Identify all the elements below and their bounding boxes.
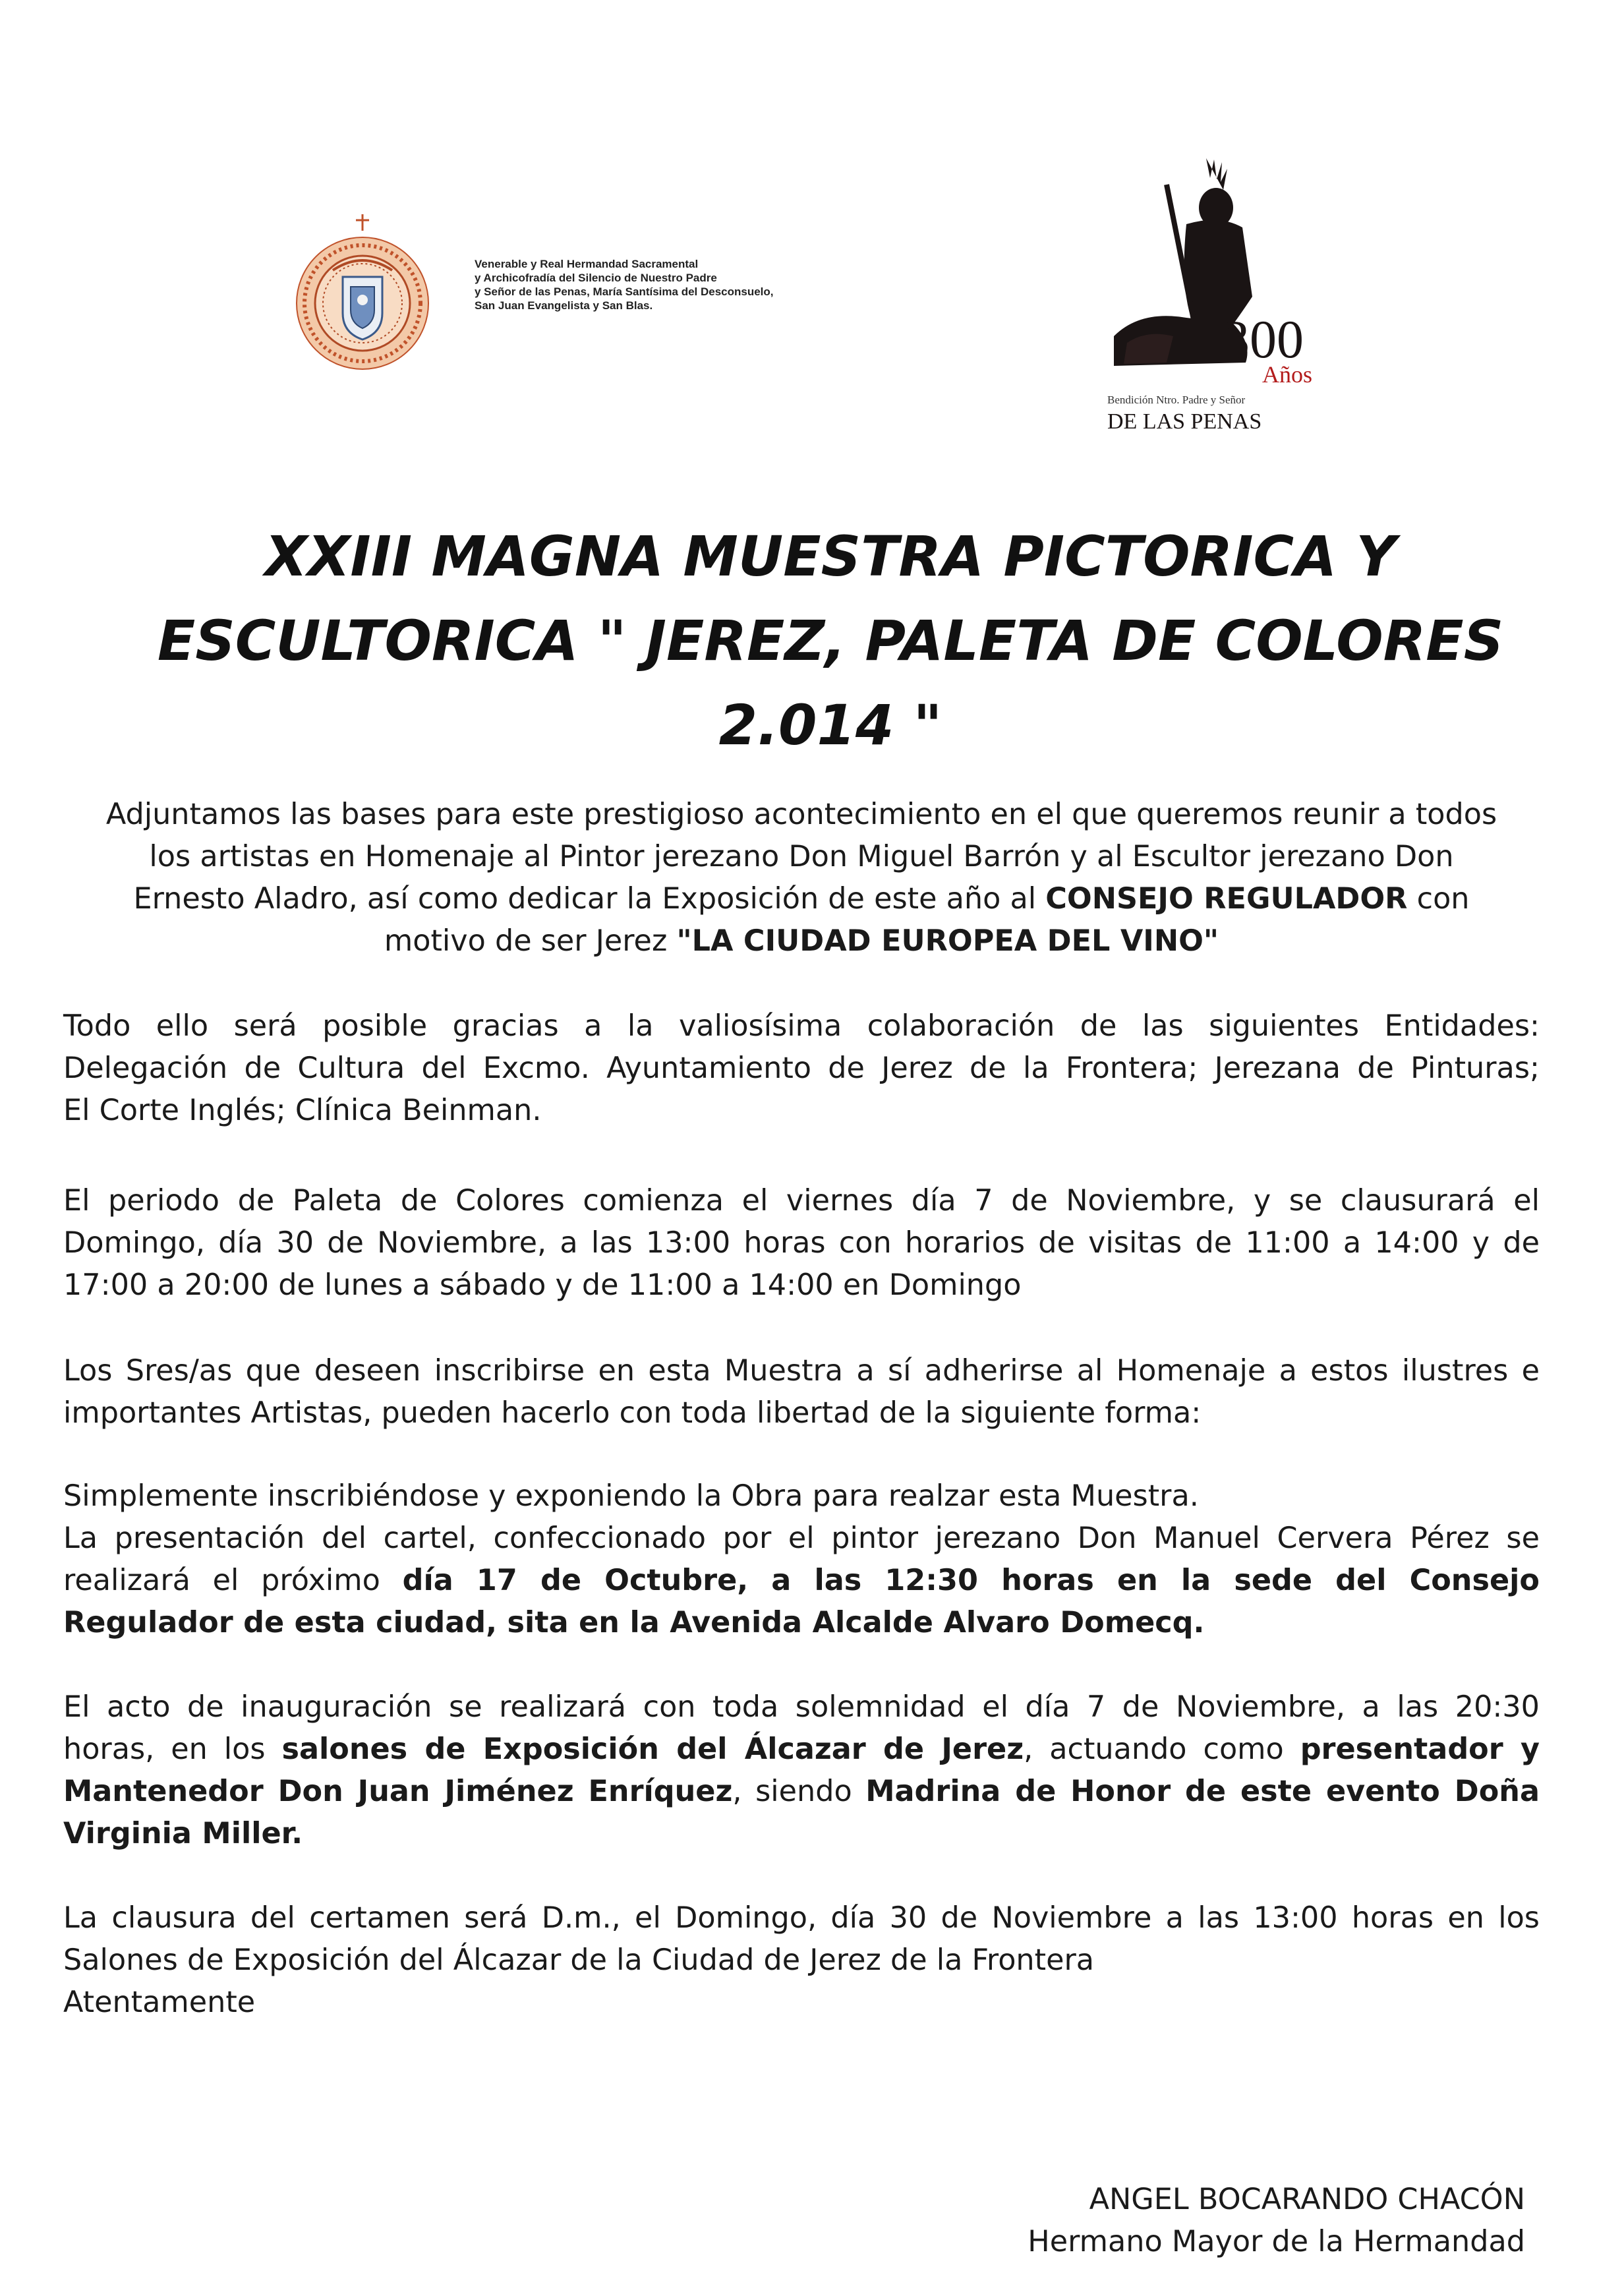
inauguration-paragraph [63, 1686, 1540, 1855]
consejo-regulador-text: CONSEJO REGULADOR [1045, 882, 1408, 916]
collab-line: Todo ello será posible gracias a la valiosísima colaboración de las siguientes Entidades: [63, 1009, 1540, 1043]
inauguration-line [63, 1771, 1540, 1813]
collab-line: Delegación de Cultura del Excmo. Ayuntamiento de Jerez de la Frontera; Jerezana de Pinturas; [63, 1051, 1540, 1085]
title-line: XXIII MAGNA MUESTRA PICTORICA Y [264, 524, 1397, 589]
period-line: 17:00 a 20:00 de lunes a sábado y de 11:00 a 14:00 en Domingo [63, 1268, 1022, 1302]
organization-line: San Juan Evangelista y San Blas. [475, 299, 653, 312]
organization-line: Venerable y Real Hermandad Sacramental [475, 258, 699, 270]
anniversary-line1: Bendición Ntro. Padre y Señor [1107, 394, 1246, 406]
mantenedor-text: Mantenedor Don Juan Jiménez Enríquez [63, 1775, 733, 1808]
madrina-name-text: Virginia Miller. [63, 1817, 303, 1850]
inauguration-text: horas, en los [63, 1732, 282, 1766]
presentation-paragraph [63, 1475, 1540, 1644]
intro-line [63, 878, 1540, 920]
period-paragraph [63, 1180, 1540, 1307]
closing-paragraph [63, 1897, 1540, 2024]
presentation-venue-text: Regulador de esta ciudad, sita en la Avenida Alcalde Alvaro Domecq. [63, 1606, 1205, 1639]
presentation-date-text: día 17 de Octubre, a las 12:30 horas en la sede del Consejo [402, 1564, 1540, 1597]
inauguration-line [63, 1728, 1540, 1771]
inauguration-text: , siendo [732, 1775, 866, 1808]
anniversary-line2: DE LAS PENAS [1107, 409, 1262, 434]
ciudad-europea-text: "LA CIUDAD EUROPEA DEL VINO" [676, 924, 1219, 958]
presentation-text: realizará el próximo [63, 1564, 403, 1597]
intro-text: Ernesto Aladro, así como dedicar la Exposición de este año al [133, 882, 1046, 916]
inscription-paragraph [63, 1350, 1540, 1434]
organization-line: y Señor de las Penas, María Santísima del Desconsuelo, [475, 285, 774, 298]
closing-line: Atentamente [63, 1986, 256, 2019]
presentation-line: La presentación del cartel, confeccionado por el pintor jerezano Don Manuel Cervera Pérez se [63, 1521, 1540, 1555]
inauguration-venue-text: salones de Exposición del Álcazar de Jerez [281, 1732, 1024, 1766]
intro-line [63, 920, 1540, 962]
presentation-line: Simplemente inscribiéndose y exponiendo la Obra para realzar esta Muestra. [63, 1479, 1199, 1513]
intro-paragraph [63, 794, 1540, 962]
intro-text: con [1407, 882, 1470, 916]
signature-block [1028, 2179, 1525, 2263]
anniversary-number: 300 [1223, 309, 1304, 369]
inauguration-text: , actuando como [1024, 1732, 1300, 1766]
organization-line: y Archicofradía del Silencio de Nuestro Padre [475, 272, 717, 284]
inscription-line: Los Sres/as que deseen inscribirse en esta Muestra a sí adherirse al Homenaje a estos ilustres e [63, 1354, 1540, 1388]
collab-line: El Corte Inglés; Clínica Beinman. [63, 1094, 542, 1127]
period-line: Domingo, día 30 de Noviembre, a las 13:00 horas con horarios de visitas de 11:00 a 14:00 y de [63, 1226, 1540, 1260]
presentation-line [63, 1560, 1540, 1602]
signature-role: Hermano Mayor de la Hermandad [1028, 2225, 1525, 2258]
inscription-line: importantes Artistas, pueden hacerlo con toda libertad de la siguiente forma: [63, 1396, 1202, 1430]
anniversary-logo [1088, 145, 1351, 435]
title-line: ESCULTORICA " JEREZ, PALETA DE COLORES [157, 608, 1504, 673]
intro-line: Adjuntamos las bases para este prestigioso acontecimiento en el que queremos reunir a todos [105, 798, 1497, 831]
intro-line: los artistas en Homenaje al Pintor jerezano Don Miguel Barrón y al Escultor jerezano Don [149, 840, 1454, 873]
closing-line: La clausura del certamen será D.m., el Domingo, día 30 de Noviembre a las 13:00 horas en los [63, 1901, 1540, 1935]
title-line: 2.014 " [718, 693, 942, 757]
inauguration-line [63, 1813, 1540, 1855]
madrina-text: Madrina de Honor de este evento Doña [865, 1775, 1540, 1808]
presenter-text: presentador y [1300, 1732, 1540, 1766]
page-title [132, 514, 1529, 767]
organization-name [475, 257, 936, 312]
brotherhood-emblem-icon [290, 211, 435, 382]
intro-text: motivo de ser Jerez [384, 924, 677, 958]
signature-name: ANGEL BOCARANDO CHACÓN [1089, 2183, 1525, 2216]
inauguration-line: El acto de inauguración se realizará con toda solemnidad el día 7 de Noviembre, a las 20:30 [63, 1690, 1540, 1724]
anniversary-years: Años [1262, 361, 1313, 388]
presentation-line [63, 1602, 1540, 1644]
period-line: El periodo de Paleta de Colores comienza el viernes día 7 de Noviembre, y se clausurará el [63, 1184, 1540, 1218]
closing-line: Salones de Exposición del Álcazar de la Ciudad de Jerez de la Frontera [63, 1943, 1095, 1977]
collaboration-paragraph [63, 1005, 1540, 1132]
